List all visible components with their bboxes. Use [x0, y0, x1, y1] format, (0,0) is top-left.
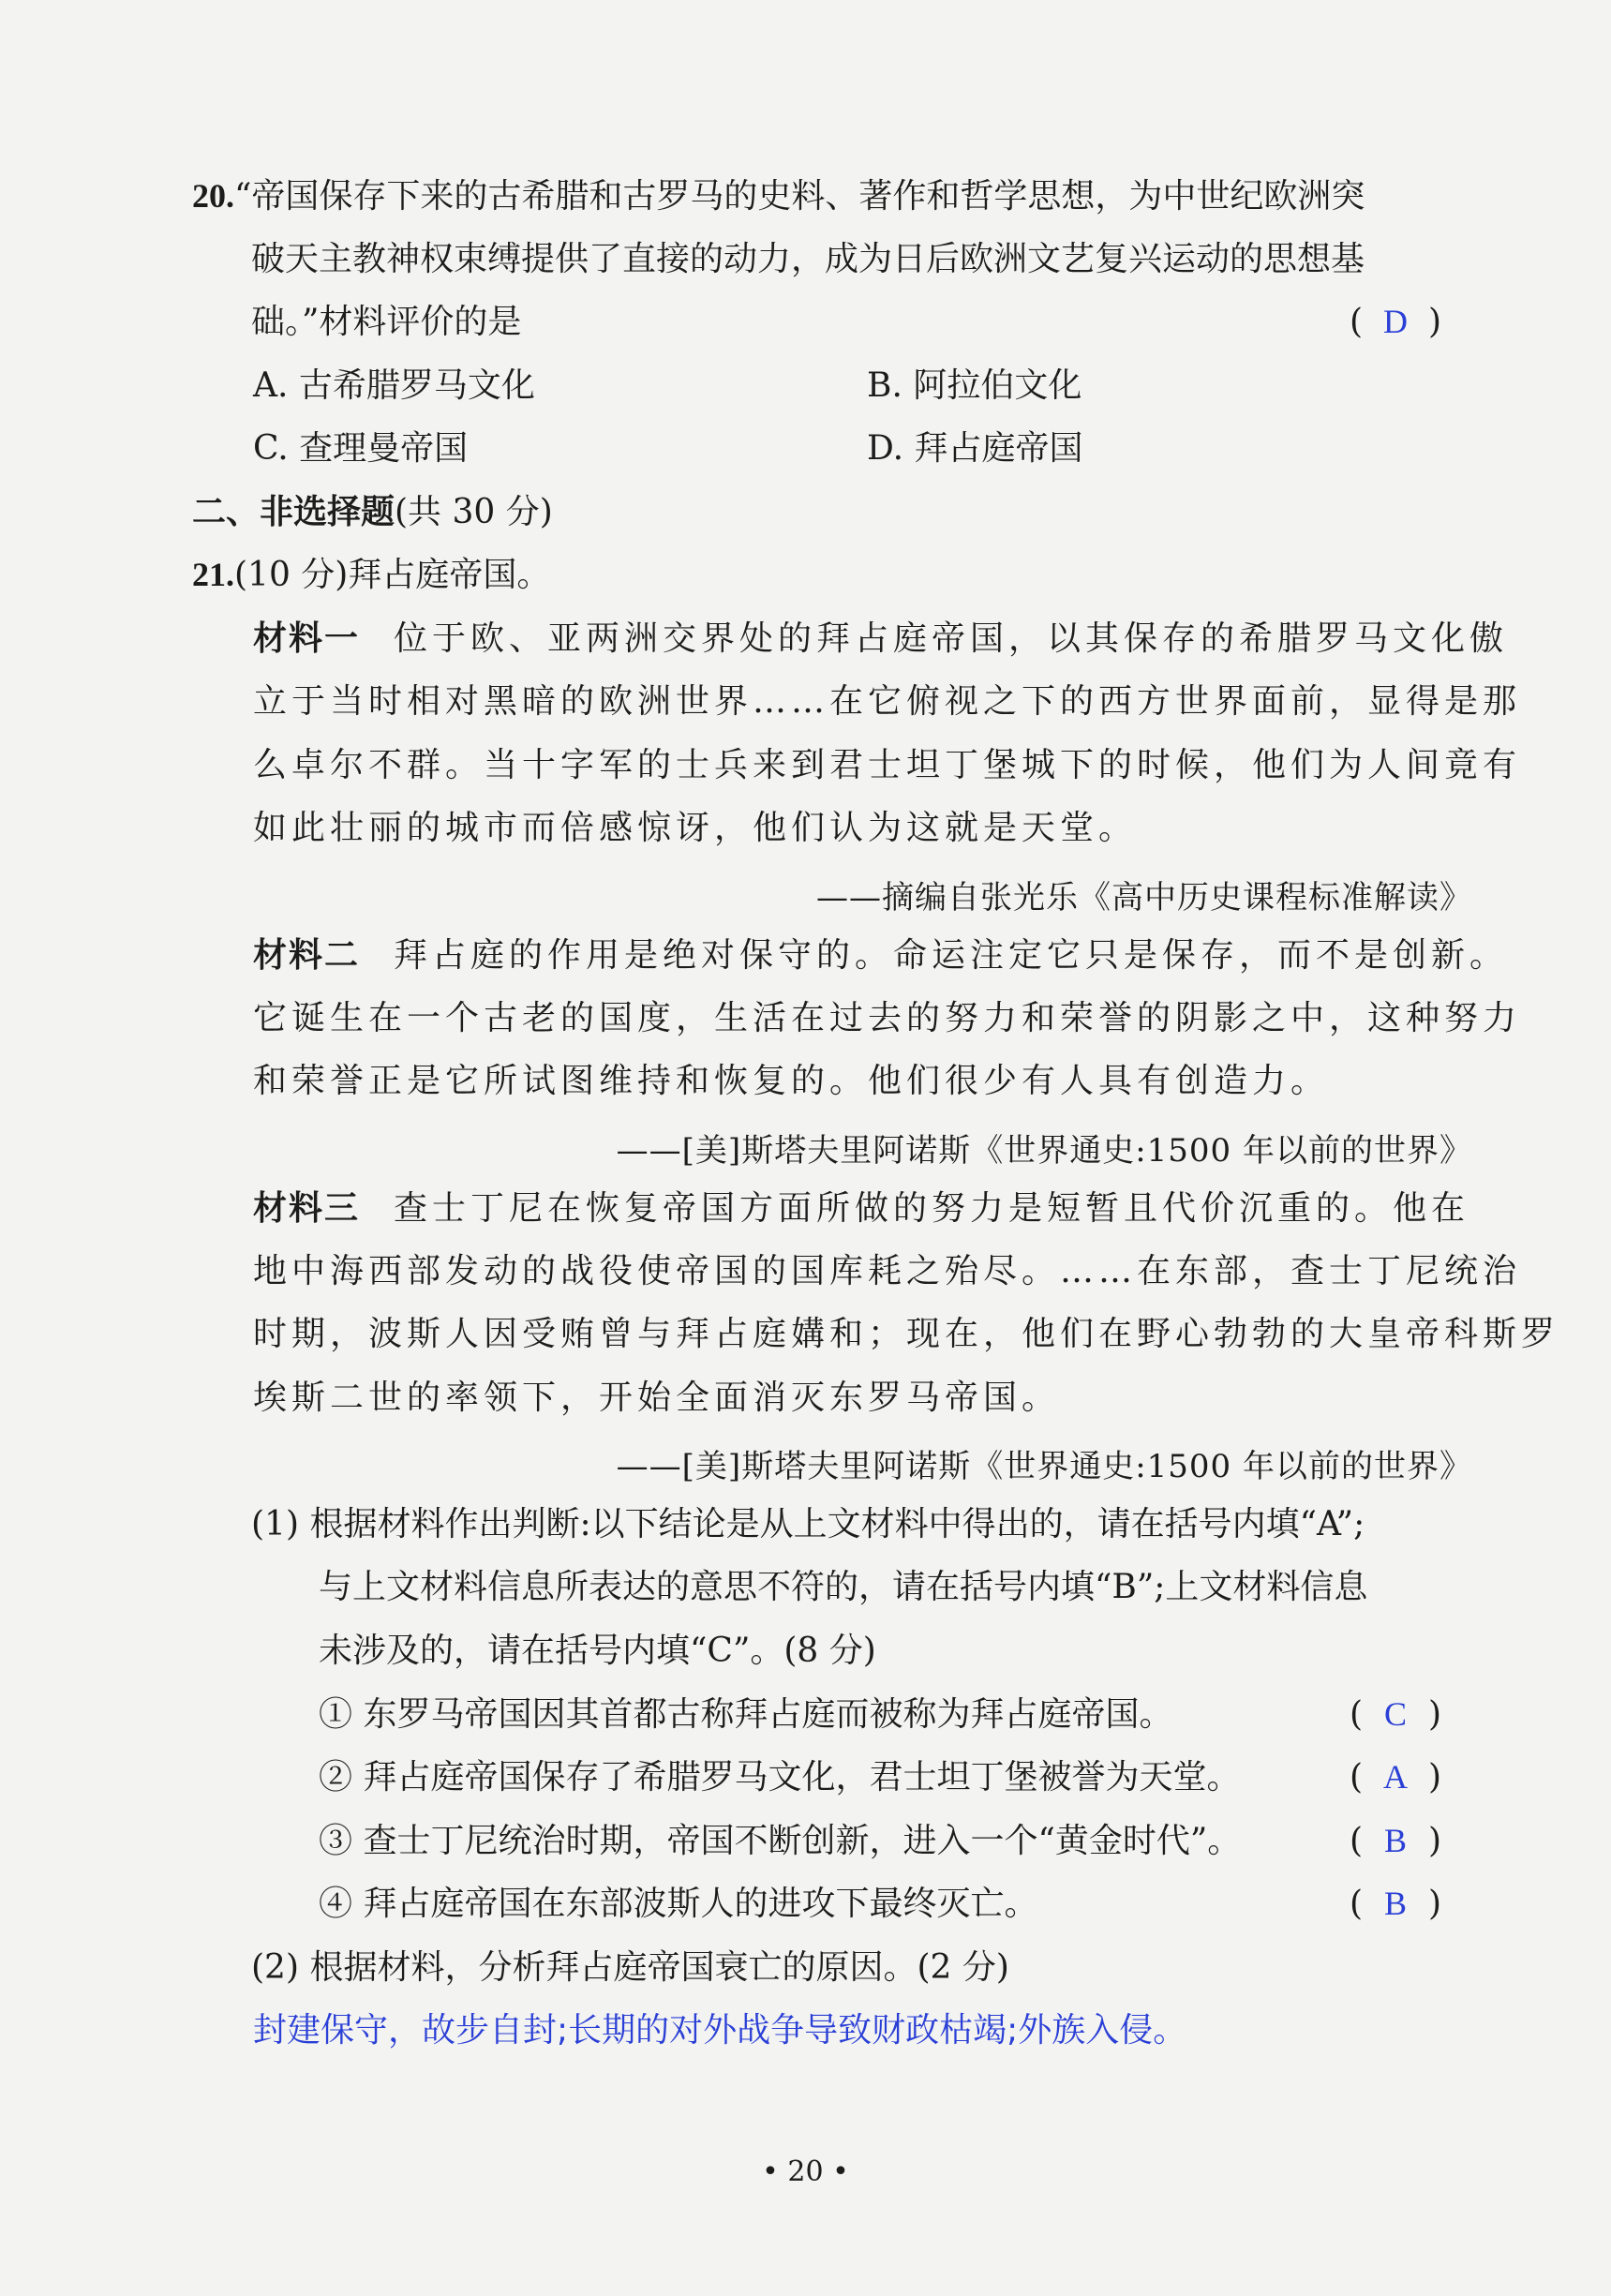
material1-label: 材料一	[253, 619, 361, 658]
judgement-3-bracket: ( B )	[1350, 1822, 1442, 1860]
q20-answer: D	[1383, 303, 1409, 340]
part1-line2: 与上文材料信息所表达的意思不符的，请在括号内填“B”;上文材料信息	[319, 1568, 1368, 1606]
judgement-1-answer: C	[1384, 1695, 1408, 1733]
part1-line3: 未涉及的，请在括号内填“C”。(8 分)	[319, 1632, 876, 1670]
material3-label: 材料三	[253, 1188, 361, 1228]
material3-line4: 埃斯二世的率领下，开始全面消灭东罗马帝国。	[253, 1379, 1061, 1417]
judgement-4-answer: B	[1384, 1885, 1408, 1922]
judgement-3: ③ 查士丁尼统治时期，帝国不断创新，进入一个“黄金时代”。	[319, 1822, 1242, 1860]
q21-number: 21.	[192, 556, 234, 593]
q20-line3: 础。”材料评价的是	[251, 303, 522, 341]
material1-source: ——摘编自张光乐《高中历史课程标准解读》	[816, 879, 1472, 917]
material3-source: ——[美]斯塔夫里阿诺斯《世界通史:1500 年以前的世界》	[616, 1448, 1472, 1485]
q20-number: 20.	[192, 177, 234, 215]
section2-heading	[192, 492, 553, 532]
material2-source: ——[美]斯塔夫里阿诺斯《世界通史:1500 年以前的世界》	[616, 1132, 1472, 1170]
material2-text-1: 拜占庭的作用是绝对保守的。命运注定它只是保存，而不是创新。	[394, 936, 1509, 975]
q20-option-a: A. 古希腊罗马文化	[253, 366, 535, 405]
part1-line1: (1) 根据材料作出判断:以下结论是从上文材料中得出的，请在括号内填“A”;	[251, 1505, 1365, 1543]
material2-line1	[253, 935, 1508, 976]
material3-line3: 时期，波斯人因受贿曾与拜占庭媾和；现在，他们在野心勃勃的大皇帝科斯罗	[253, 1315, 1560, 1353]
section2-title: 二、非选择题	[192, 492, 395, 531]
section2-score: (共 30 分)	[395, 493, 553, 531]
material1-text-1: 位于欧、亚两洲交界处的拜占庭帝国，以其保存的希腊罗马文化傲	[394, 619, 1509, 658]
material1-line2: 立于当时相对黑暗的欧洲世界……在它俯视之下的西方世界面前，显得是那	[253, 682, 1522, 721]
q20-line1	[192, 176, 1365, 216]
q20-answer-bracket: ( D )	[1350, 303, 1442, 341]
part2-answer: 封建保守，故步自封;长期的对外战争导致财政枯竭;外族入侵。	[253, 2011, 1187, 2050]
material1-line3: 么卓尔不群。当十字军的士兵来到君士坦丁堡城下的时候，他们为人间竟有	[253, 746, 1522, 784]
q20-option-d: D. 拜占庭帝国	[867, 429, 1083, 468]
judgement-2: ② 拜占庭帝国保存了希腊罗马文化，君士坦丁堡被誉为天堂。	[319, 1758, 1241, 1797]
judgement-3-answer: B	[1384, 1822, 1408, 1859]
q21-stem: (10 分)拜占庭帝国。	[234, 556, 551, 594]
material1-line1	[253, 619, 1508, 659]
material3-text-1: 查士丁尼在恢复帝国方面所做的努力是短暂且代价沉重的。他在	[394, 1189, 1470, 1228]
material3-line2: 地中海西部发动的战役使帝国的国库耗之殆尽。……在东部，查士丁尼统治	[253, 1252, 1522, 1290]
material2-label: 材料二	[253, 935, 361, 975]
judgement-4-bracket: ( B )	[1350, 1885, 1442, 1923]
part2-question: (2) 根据材料，分析拜占庭帝国衰亡的原因。(2 分)	[251, 1948, 1009, 1987]
material3-line1	[253, 1188, 1469, 1229]
judgement-1: ① 东罗马帝国因其首都古称拜占庭而被称为拜占庭帝国。	[319, 1695, 1173, 1734]
judgement-1-bracket: ( C )	[1350, 1695, 1442, 1734]
material2-line2: 它诞生在一个古老的国度，生活在过去的努力和荣誉的阴影之中，这种努力	[253, 999, 1522, 1037]
q21-stem-line	[192, 555, 550, 595]
judgement-4: ④ 拜占庭帝国在东部波斯人的进攻下最终灭亡。	[319, 1885, 1038, 1923]
page-number: • 20 •	[762, 2155, 849, 2188]
q20-option-b: B. 阿拉伯文化	[867, 366, 1082, 405]
q20-line2: 破天主教神权束缚提供了直接的动力，成为日后欧洲文艺复兴运动的思想基	[251, 240, 1365, 278]
material1-line4: 如此壮丽的城市而倍感惊讶，他们认为这就是天堂。	[253, 809, 1138, 847]
judgement-2-answer: A	[1383, 1758, 1409, 1796]
q20-text-1: “帝国保存下来的古希腊和古罗马的史料、著作和哲学思想，为中世纪欧洲突	[234, 177, 1365, 216]
judgement-2-bracket: ( A )	[1350, 1758, 1442, 1797]
q20-option-c: C. 查理曼帝国	[253, 429, 469, 468]
material2-line3: 和荣誉正是它所试图维持和恢复的。他们很少有人具有创造力。	[253, 1062, 1330, 1100]
